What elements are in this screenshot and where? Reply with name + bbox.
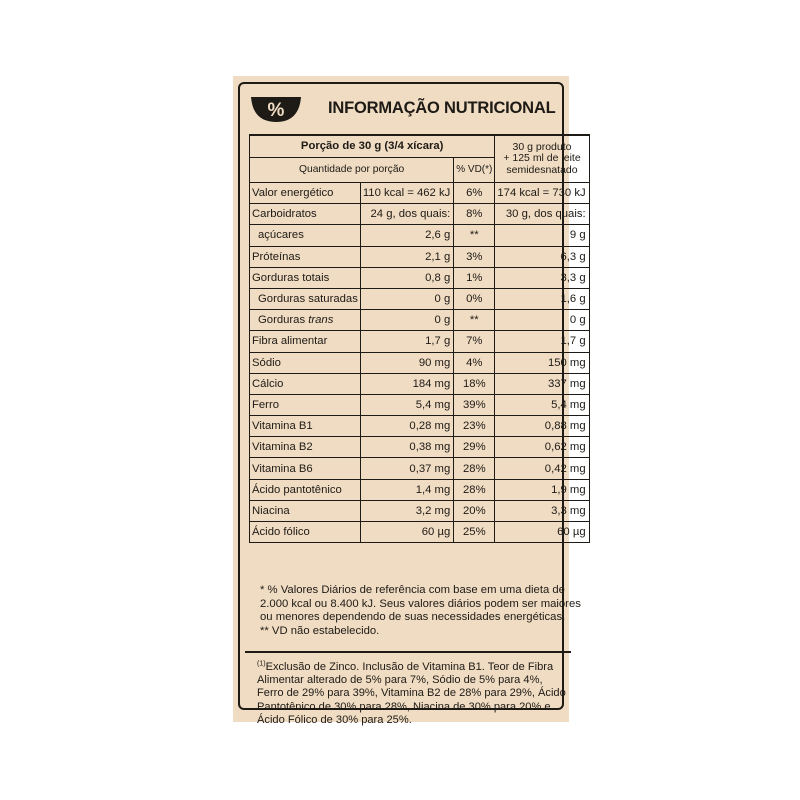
label-title: INFORMAÇÃO NUTRICIONAL xyxy=(328,99,556,117)
nutrient-daily-value: 3% xyxy=(454,246,495,267)
mix-header xyxy=(495,135,589,183)
note-line: * % Valores Diários de referência com base em uma dieta de xyxy=(260,584,565,596)
nutrient-row xyxy=(250,183,590,204)
nutrient-label: Fibra alimentar xyxy=(252,335,328,348)
nutrient-name xyxy=(250,373,361,394)
nutrient-daily-value: ** xyxy=(454,225,495,246)
nutrient-quantity: 60 µg xyxy=(360,522,453,543)
nutrient-daily-value: 23% xyxy=(454,416,495,437)
nutrient-quantity: 184 mg xyxy=(360,373,453,394)
nutrient-row xyxy=(250,479,590,500)
note-line: 2.000 kcal ou 8.400 kJ. Seus valores diários podem ser maiores xyxy=(260,597,581,610)
nutrient-label: Gorduras saturadas xyxy=(258,293,358,306)
footnote-line: Ácido Fólico de 30% para 25%. xyxy=(257,713,412,726)
nutrient-label: Gorduras totais xyxy=(252,271,330,284)
nutrient-with-milk: 6,3 g xyxy=(495,246,589,267)
nutrient-quantity: 24 g, dos quais: xyxy=(360,204,453,225)
nutrient-row xyxy=(250,331,590,352)
nutrient-quantity: 110 kcal = 462 kJ xyxy=(360,183,453,204)
nutrient-with-milk: 150 mg xyxy=(495,352,589,373)
nutrient-daily-value: 20% xyxy=(454,500,495,521)
nutrient-quantity: 0,28 mg xyxy=(360,416,453,437)
nutrient-quantity: 1,7 g xyxy=(360,331,453,352)
nutrient-with-milk: 0,62 mg xyxy=(495,437,589,458)
nutrient-quantity: 1,4 mg xyxy=(360,479,453,500)
nutrient-name xyxy=(250,267,361,288)
nutrient-row xyxy=(250,246,590,267)
bowl-percent-icon xyxy=(250,96,302,123)
portion-size: Porção de 30 g (3/4 xícara) xyxy=(250,135,495,157)
nutrient-with-milk: 174 kcal = 730 kJ xyxy=(495,183,589,204)
nutrient-label: Vitamina B2 xyxy=(252,441,313,454)
daily-value-notes xyxy=(260,584,581,638)
nutrient-daily-value: 18% xyxy=(454,373,495,394)
nutrient-daily-value: 7% xyxy=(454,331,495,352)
nutrient-name xyxy=(250,288,361,309)
nutrient-label: Niacina xyxy=(252,504,290,517)
nutrient-name xyxy=(250,225,361,246)
nutrient-daily-value: 6% xyxy=(454,183,495,204)
quantity-label: Quantidade por porção xyxy=(250,157,454,182)
note-line: ou menores dependendo de suas necessidades energéticas. xyxy=(260,611,566,623)
change-footnote xyxy=(257,660,566,727)
nutrient-row xyxy=(250,500,590,521)
nutrient-row xyxy=(250,522,590,543)
nutrient-with-milk: 9 g xyxy=(495,225,589,246)
vd-label: % VD(*) xyxy=(454,157,495,182)
nutrient-label: Vitamina B1 xyxy=(252,420,313,433)
nutrient-label: Gorduras xyxy=(258,314,306,327)
mix-header-line: + 125 ml de leite xyxy=(503,152,581,165)
nutrient-name xyxy=(250,352,361,373)
nutrient-label: Vitamina B6 xyxy=(252,462,313,475)
label-header xyxy=(240,84,562,132)
percent-symbol: % xyxy=(267,100,285,121)
nutrient-name xyxy=(250,437,361,458)
nutrition-table xyxy=(249,134,590,543)
nutrient-with-milk: 1,9 mg xyxy=(495,479,589,500)
nutrient-quantity: 0 g xyxy=(360,310,453,331)
nutrient-daily-value: 28% xyxy=(454,458,495,479)
nutrient-label-italic: trans xyxy=(308,314,334,327)
nutrient-row xyxy=(250,394,590,415)
nutrient-row xyxy=(250,288,590,309)
nutrient-name xyxy=(250,522,361,543)
nutrient-label: Ácido fólico xyxy=(252,526,310,539)
nutrient-row xyxy=(250,310,590,331)
nutrient-label: Próteínas xyxy=(252,250,301,263)
note-line: ** VD não estabelecido. xyxy=(260,624,380,637)
nutrient-name xyxy=(250,416,361,437)
nutrient-row xyxy=(250,437,590,458)
nutrient-row xyxy=(250,204,590,225)
nutrient-row xyxy=(250,373,590,394)
nutrient-label: Ferro xyxy=(252,398,279,411)
nutrient-quantity: 0,8 g xyxy=(360,267,453,288)
nutrient-with-milk: 0 g xyxy=(495,310,589,331)
nutrient-name xyxy=(250,183,361,204)
nutrient-daily-value: 0% xyxy=(454,288,495,309)
nutrient-label: Carboidratos xyxy=(252,208,317,221)
nutrient-name xyxy=(250,479,361,500)
nutrient-label: Cálcio xyxy=(252,377,284,390)
nutrient-row xyxy=(250,267,590,288)
mix-header-line: semidesnatado xyxy=(506,163,578,176)
footnote-line: Pantotênico de 30% para 28%, Niacina de 30% para 20% e xyxy=(257,700,551,713)
nutrient-row xyxy=(250,458,590,479)
nutrient-row xyxy=(250,416,590,437)
divider xyxy=(245,651,571,653)
nutrient-name xyxy=(250,458,361,479)
nutrient-quantity: 5,4 mg xyxy=(360,394,453,415)
nutrition-label xyxy=(233,76,586,726)
nutrient-quantity: 2,6 g xyxy=(360,225,453,246)
nutrient-daily-value: 4% xyxy=(454,352,495,373)
footnote-text: Exclusão de Zinco. Inclusão de Vitamina B1. Teor de Fibra xyxy=(265,661,554,673)
mix-header-line: 30 g produto xyxy=(512,140,572,153)
nutrient-with-milk: 30 g, dos quais: xyxy=(495,204,589,225)
nutrient-daily-value: 8% xyxy=(454,204,495,225)
footnote-line: Alimentar alterado de 5% para 7%, Sódio de 5% para 4%, xyxy=(257,674,543,687)
nutrient-quantity: 90 mg xyxy=(360,352,453,373)
nutrient-name xyxy=(250,310,361,331)
nutrient-quantity: 0,38 mg xyxy=(360,437,453,458)
nutrient-label: Valor energético xyxy=(252,187,334,200)
nutrient-quantity: 2,1 g xyxy=(360,246,453,267)
portion-row xyxy=(250,135,590,157)
nutrient-name xyxy=(250,500,361,521)
nutrient-name xyxy=(250,204,361,225)
nutrient-daily-value: ** xyxy=(454,310,495,331)
nutrient-name xyxy=(250,394,361,415)
nutrient-with-milk: 0,42 mg xyxy=(495,458,589,479)
nutrient-daily-value: 28% xyxy=(454,479,495,500)
nutrient-with-milk: 5,4 mg xyxy=(495,394,589,415)
nutrient-with-milk: 1,7 g xyxy=(495,331,589,352)
nutrient-row xyxy=(250,225,590,246)
nutrient-label: Ácido pantotênico xyxy=(252,483,342,496)
nutrient-with-milk: 3,3 g xyxy=(495,267,589,288)
nutrient-label: Sódio xyxy=(252,356,281,369)
nutrient-with-milk: 3,3 mg xyxy=(495,500,589,521)
nutrient-with-milk: 0,88 mg xyxy=(495,416,589,437)
nutrient-daily-value: 39% xyxy=(454,394,495,415)
nutrient-quantity: 3,2 mg xyxy=(360,500,453,521)
nutrient-row xyxy=(250,352,590,373)
nutrient-daily-value: 25% xyxy=(454,522,495,543)
nutrient-with-milk: 1,6 g xyxy=(495,288,589,309)
footnote-marker: (1) xyxy=(257,660,266,668)
footnote-line xyxy=(257,661,561,674)
nutrient-quantity: 0,37 mg xyxy=(360,458,453,479)
nutrient-name xyxy=(250,331,361,352)
nutrient-daily-value: 1% xyxy=(454,267,495,288)
nutrient-with-milk: 60 µg xyxy=(495,522,589,543)
nutrient-quantity: 0 g xyxy=(360,288,453,309)
nutrient-label: açúcares xyxy=(258,229,304,242)
nutrient-name xyxy=(250,246,361,267)
label-frame xyxy=(238,82,586,726)
footnote-line: Ferro de 29% para 39%, Vitamina B2 de 28% para 29%, Ácido xyxy=(257,687,566,700)
nutrient-with-milk: 337 mg xyxy=(495,373,589,394)
nutrient-daily-value: 29% xyxy=(454,437,495,458)
